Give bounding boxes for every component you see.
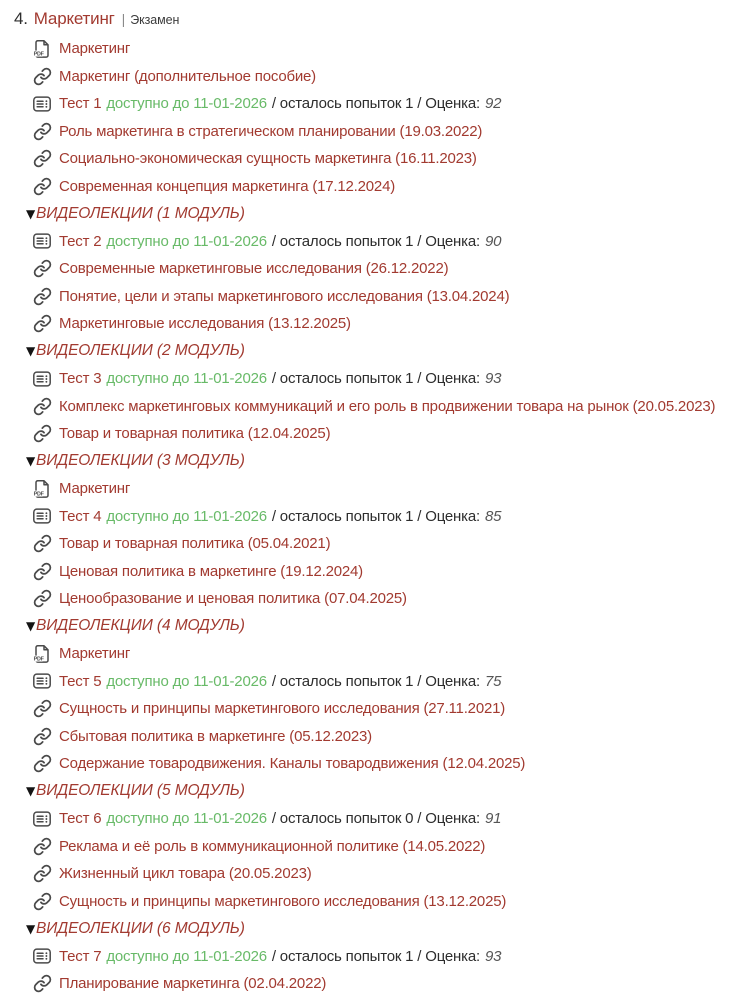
- chain-link-icon: [32, 589, 52, 609]
- quiz-availability: доступно до 11-01-2026: [106, 947, 267, 965]
- quiz-link[interactable]: Тест 3: [59, 370, 102, 388]
- resource-link[interactable]: Маркетинг (дополнительное пособие): [59, 67, 316, 85]
- collapse-triangle-icon[interactable]: ▼: [26, 921, 36, 936]
- quiz-item-row: [32, 668, 721, 696]
- header-separator: |: [121, 11, 126, 27]
- module-section-row: [26, 915, 721, 943]
- collapse-triangle-icon[interactable]: ▼: [26, 784, 36, 799]
- quiz-item-row: [32, 943, 721, 971]
- module-section-row: [26, 200, 721, 228]
- resource-link[interactable]: Реклама и её роль в коммуникационной политике (14.05.2022): [59, 837, 486, 855]
- link-item-row: [32, 585, 721, 613]
- resource-link[interactable]: Комплекс маркетинговых коммуникаций и его роль в продвижении товара на рынок (20.05.2023): [59, 397, 716, 415]
- link-item-row: [32, 283, 721, 311]
- link-item-row: [32, 118, 721, 146]
- chain-link-icon: [32, 754, 52, 774]
- quiz-availability: доступно до 11-01-2026: [106, 810, 267, 828]
- quiz-grade-value: 90: [484, 232, 502, 250]
- collapse-triangle-icon[interactable]: ▼: [26, 454, 36, 469]
- link-item-row: [32, 558, 721, 586]
- pdf-item-link[interactable]: Маркетинг: [59, 40, 131, 58]
- section-badge: Экзамен: [130, 13, 180, 27]
- link-item-row: [32, 173, 721, 201]
- quiz-availability: доступно до 11-01-2026: [106, 232, 267, 250]
- module-section-row: [26, 613, 721, 641]
- quiz-item-row: [32, 365, 721, 393]
- resource-link[interactable]: Сбытовая политика в маркетинге (05.12.2023): [59, 727, 372, 745]
- quiz-link[interactable]: Тест 1: [59, 95, 102, 113]
- link-item-row: [32, 420, 721, 448]
- quiz-grade-value: 75: [484, 672, 502, 690]
- quiz-grade-value: 92: [484, 95, 502, 113]
- quiz-attempts-text: / осталось попыток 1 / Оценка:: [271, 672, 480, 690]
- resource-link[interactable]: Понятие, цели и этапы маркетингового исследования (13.04.2024): [59, 287, 510, 305]
- module-section-row: [26, 338, 721, 366]
- resource-link[interactable]: Содержание товародвижения. Каналы товародвижения (12.04.2025): [59, 755, 526, 773]
- quiz-grade-value: 93: [484, 370, 502, 388]
- module-section-title: ВИДЕОЛЕКЦИИ (1 МОДУЛЬ): [36, 204, 245, 222]
- svg-text:PDF: PDF: [33, 656, 44, 663]
- pdf-file-icon: [32, 39, 52, 59]
- svg-text:PDF: PDF: [33, 51, 44, 58]
- chain-link-icon: [32, 314, 52, 334]
- quiz-icon: [32, 369, 52, 389]
- resource-link[interactable]: Роль маркетинга в стратегическом планировании (19.03.2022): [59, 122, 483, 140]
- module-section-title: ВИДЕОЛЕКЦИИ (6 МОДУЛЬ): [36, 919, 245, 937]
- pdf-item-row: [32, 35, 721, 63]
- chain-link-icon: [32, 121, 52, 141]
- chain-link-icon: [32, 534, 52, 554]
- quiz-availability: доступно до 11-01-2026: [106, 95, 267, 113]
- quiz-item-row: [32, 228, 721, 256]
- chain-link-icon: [32, 66, 52, 86]
- quiz-availability: доступно до 11-01-2026: [106, 370, 267, 388]
- quiz-attempts-text: / осталось попыток 1 / Оценка:: [271, 370, 480, 388]
- module-section-title: ВИДЕОЛЕКЦИИ (3 МОДУЛЬ): [36, 452, 245, 470]
- quiz-attempts-text: / осталось попыток 1 / Оценка:: [271, 232, 480, 250]
- resource-link[interactable]: Ценообразование и ценовая политика (07.04.2025): [59, 590, 407, 608]
- pdf-file-icon: [32, 644, 52, 664]
- resource-link[interactable]: Товар и товарная политика (05.04.2021): [59, 535, 331, 553]
- link-item-row: [32, 833, 721, 861]
- quiz-link[interactable]: Тест 6: [59, 810, 102, 828]
- quiz-grade-value: 93: [484, 947, 502, 965]
- chain-link-icon: [32, 176, 52, 196]
- chain-link-icon: [32, 864, 52, 884]
- chain-link-icon: [32, 149, 52, 169]
- chain-link-icon: [32, 726, 52, 746]
- module-section-title: ВИДЕОЛЕКЦИИ (5 МОДУЛЬ): [36, 782, 245, 800]
- chain-link-icon: [32, 836, 52, 856]
- link-item-row: [32, 860, 721, 888]
- quiz-grade-value: 91: [484, 810, 502, 828]
- quiz-link[interactable]: Тест 4: [59, 507, 102, 525]
- quiz-attempts-text: / осталось попыток 1 / Оценка:: [271, 947, 480, 965]
- chain-link-icon: [32, 891, 52, 911]
- link-item-row: [32, 63, 721, 91]
- quiz-availability: доступно до 11-01-2026: [106, 672, 267, 690]
- resource-link[interactable]: Социально-экономическая сущность маркетинга (16.11.2023): [59, 150, 477, 168]
- resource-link[interactable]: Жизненный цикл товара (20.05.2023): [59, 865, 312, 883]
- module-section-title: ВИДЕОЛЕКЦИИ (2 МОДУЛЬ): [36, 342, 245, 360]
- quiz-item-row: [32, 503, 721, 531]
- quiz-link[interactable]: Тест 7: [59, 947, 102, 965]
- quiz-icon: [32, 809, 52, 829]
- resource-link[interactable]: Маркетинговые исследования (13.12.2025): [59, 315, 351, 333]
- quiz-attempts-text: / осталось попыток 1 / Оценка:: [271, 507, 480, 525]
- chain-link-icon: [32, 974, 52, 994]
- pdf-file-icon: [32, 479, 52, 499]
- items-list: [14, 35, 721, 998]
- link-item-row: [32, 695, 721, 723]
- section-number: 4.: [14, 9, 28, 28]
- link-item-row: [32, 970, 721, 998]
- quiz-attempts-text: / осталось попыток 0 / Оценка:: [271, 810, 480, 828]
- resource-link[interactable]: Товар и товарная политика (12.04.2025): [59, 425, 331, 443]
- quiz-item-row: [32, 805, 721, 833]
- resource-link[interactable]: Ценовая политика в маркетинге (19.12.2024): [59, 562, 363, 580]
- resource-link[interactable]: Современная концепция маркетинга (17.12.2024): [59, 177, 396, 195]
- quiz-item-row: [32, 90, 721, 118]
- link-item-row: [32, 723, 721, 751]
- link-item-row: [32, 393, 721, 421]
- quiz-icon: [32, 506, 52, 526]
- chain-link-icon: [32, 396, 52, 416]
- quiz-availability: доступно до 11-01-2026: [106, 507, 267, 525]
- resource-link[interactable]: Сущность и принципы маркетингового исследования (13.12.2025): [59, 892, 507, 910]
- pdf-item-link[interactable]: Маркетинг: [59, 480, 131, 498]
- collapse-triangle-icon[interactable]: ▼: [26, 619, 36, 634]
- resource-link[interactable]: Планирование маркетинга (02.04.2022): [59, 975, 327, 993]
- section-title-link[interactable]: Маркетинг: [33, 9, 115, 28]
- link-item-row: [32, 888, 721, 916]
- link-item-row: [32, 750, 721, 778]
- svg-text:PDF: PDF: [33, 491, 44, 498]
- pdf-item-row: [32, 640, 721, 668]
- resource-link[interactable]: Современные маркетинговые исследования (26.12.2022): [59, 260, 449, 278]
- link-item-row: [32, 255, 721, 283]
- module-section-title: ВИДЕОЛЕКЦИИ (4 МОДУЛЬ): [36, 617, 245, 635]
- quiz-link[interactable]: Тест 5: [59, 672, 102, 690]
- chain-link-icon: [32, 259, 52, 279]
- quiz-icon: [32, 946, 52, 966]
- pdf-item-link[interactable]: Маркетинг: [59, 645, 131, 663]
- quiz-icon: [32, 671, 52, 691]
- quiz-grade-value: 85: [484, 507, 502, 525]
- chain-link-icon: [32, 699, 52, 719]
- section-header: [14, 9, 721, 35]
- quiz-attempts-text: / осталось попыток 1 / Оценка:: [271, 95, 480, 113]
- chain-link-icon: [32, 561, 52, 581]
- link-item-row: [32, 310, 721, 338]
- link-item-row: [32, 145, 721, 173]
- resource-link[interactable]: Сущность и принципы маркетингового исследования (27.11.2021): [59, 700, 506, 718]
- module-section-row: [26, 448, 721, 476]
- collapse-triangle-icon[interactable]: ▼: [26, 206, 36, 221]
- link-item-row: [32, 530, 721, 558]
- chain-link-icon: [32, 286, 52, 306]
- chain-link-icon: [32, 424, 52, 444]
- collapse-triangle-icon[interactable]: ▼: [26, 344, 36, 359]
- module-section-row: [26, 778, 721, 806]
- quiz-link[interactable]: Тест 2: [59, 232, 102, 250]
- quiz-icon: [32, 94, 52, 114]
- pdf-item-row: [32, 475, 721, 503]
- quiz-icon: [32, 231, 52, 251]
